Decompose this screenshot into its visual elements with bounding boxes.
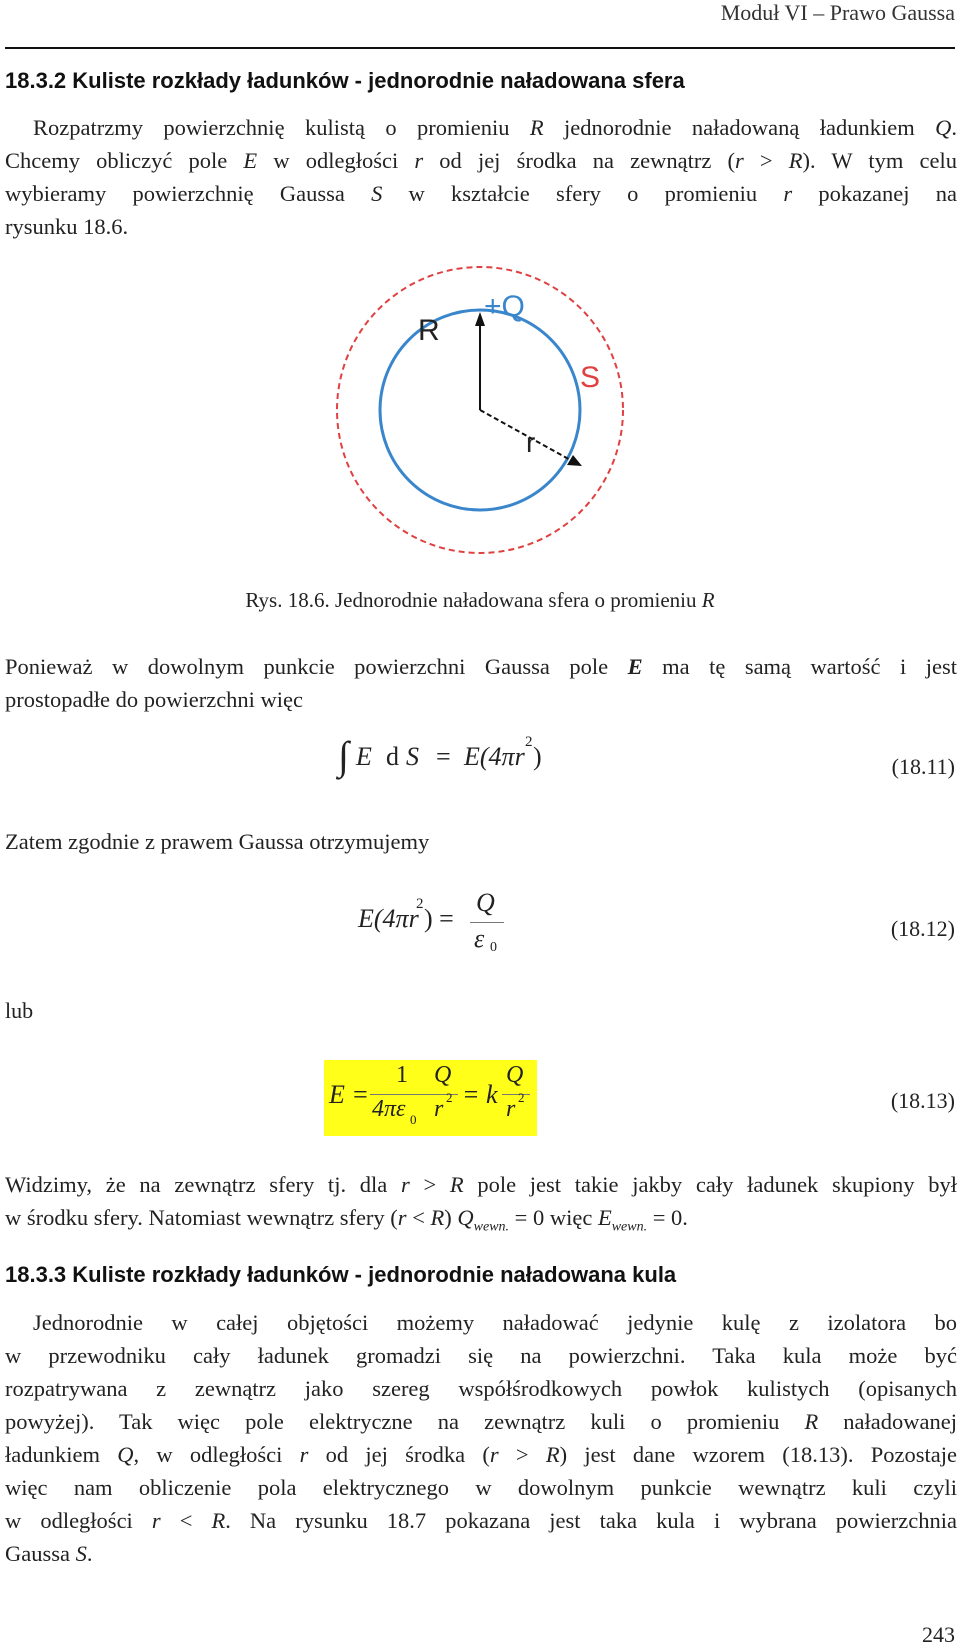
fraction-line: [470, 922, 504, 923]
s2-line-4: powyżej). Tak więc pole elektryczne na zewnątrz kuli o promieniu R naładowanej: [5, 1409, 957, 1434]
s2-line-6: więc nam obliczenie pola elektrycznego w dowolnym punkcie wewnątrz kuli czyli: [5, 1475, 957, 1500]
label-r: r: [526, 427, 536, 458]
figure-charged-sphere: [330, 260, 630, 560]
section-heading-18-3-3: 18.3.3 Kuliste rozkłady ładunków - jednorodnie naładowana kula: [5, 1262, 677, 1287]
paragraph-conclusion: [5, 1168, 957, 1244]
paragraph-uniform-ball: [5, 1306, 957, 1570]
label-plus-Q: +Q: [484, 290, 525, 323]
page-number: 243: [922, 1622, 955, 1647]
figure-caption: Rys. 18.6. Jednorodnie naładowana sfera o promieniu R: [245, 588, 715, 612]
paragraph-gauss-law: Zatem zgodnie z prawem Gaussa otrzymujemy: [5, 829, 430, 854]
s2-line-7: w odległości r < R. Na rysunku 18.7 pokazana jest taka kula i wybrana powierzchnia: [5, 1508, 957, 1533]
p2-line-1: Ponieważ w dowolnym punkcie powierzchni Gaussa pole E ma tę samą wartość i jest: [5, 654, 957, 679]
p2-line-2: prostopadłe do powierzchni więc: [5, 687, 304, 712]
intro-line-1: Rozpatrzmy powierzchnię kulistą o promieniu R jednorodnie naładowaną ładunkiem Q.: [33, 115, 957, 140]
equation-number-18-11: (18.11): [891, 754, 955, 779]
label-S: S: [580, 361, 601, 394]
integral-sign: ∫: [338, 733, 349, 778]
equation-number-18-13: (18.13): [890, 1088, 955, 1113]
s2-line-1: Jednorodnie w całej objętości możemy naładować jedynie kulę z izolatora bo: [33, 1310, 957, 1335]
running-header: Moduł VI – Prawo Gaussa: [720, 0, 955, 25]
word-lub: lub: [5, 998, 34, 1023]
s2-line-8: Gaussa S.: [5, 1541, 93, 1566]
intro-paragraph: [5, 111, 957, 243]
label-R: R: [418, 314, 440, 347]
equation-18-13-highlight: E = 1 4πε 0 Q r 2 = k Q r 2: [324, 1060, 537, 1136]
intro-line-4: rysunku 18.6.: [5, 214, 129, 239]
section-heading-18-3-2: 18.3.2 Kuliste rozkłady ładunków - jednorodnie naładowana sfera: [5, 68, 685, 93]
s2-line-5: ładunkiem Q, w odległości r od jej środka (r > R) jest dane wzorem (18.13). Pozostaje: [5, 1442, 957, 1467]
equation-18-12: E(4πr 2 ) = Q ε 0: [358, 890, 518, 970]
intro-line-2: Chcemy obliczyć pole E w odległości r od jej środka na zewnątrz (r > R). W tym celu: [5, 148, 957, 173]
equation-number-18-12: (18.12): [890, 916, 955, 941]
intro-line-3: wybieramy powierzchnię Gaussa S w kształcie sfery o promieniu r pokazanej na: [5, 181, 957, 206]
paragraph-field-constant: [5, 650, 957, 716]
header-rule: [5, 47, 955, 49]
s2-line-3: rozpatrywana z zewnątrz jako szereg współśrodkowych powłok kulistych (opisanych: [5, 1376, 957, 1401]
s2-line-2: w przewodniku cały ładunek gromadzi się na powierzchni. Taka kula może być: [5, 1343, 957, 1368]
p4-line-1: Widzimy, że na zewnątrz sfery tj. dla r > R pole jest takie jakby cały ładunek skupiony był: [5, 1172, 957, 1197]
p4-line-2: w środku sfery. Natomiast wewnątrz sfery (r < R) $Q_{wewn.} = 0$ więc $E_{wewn.} = 0$.: [5, 1205, 688, 1235]
